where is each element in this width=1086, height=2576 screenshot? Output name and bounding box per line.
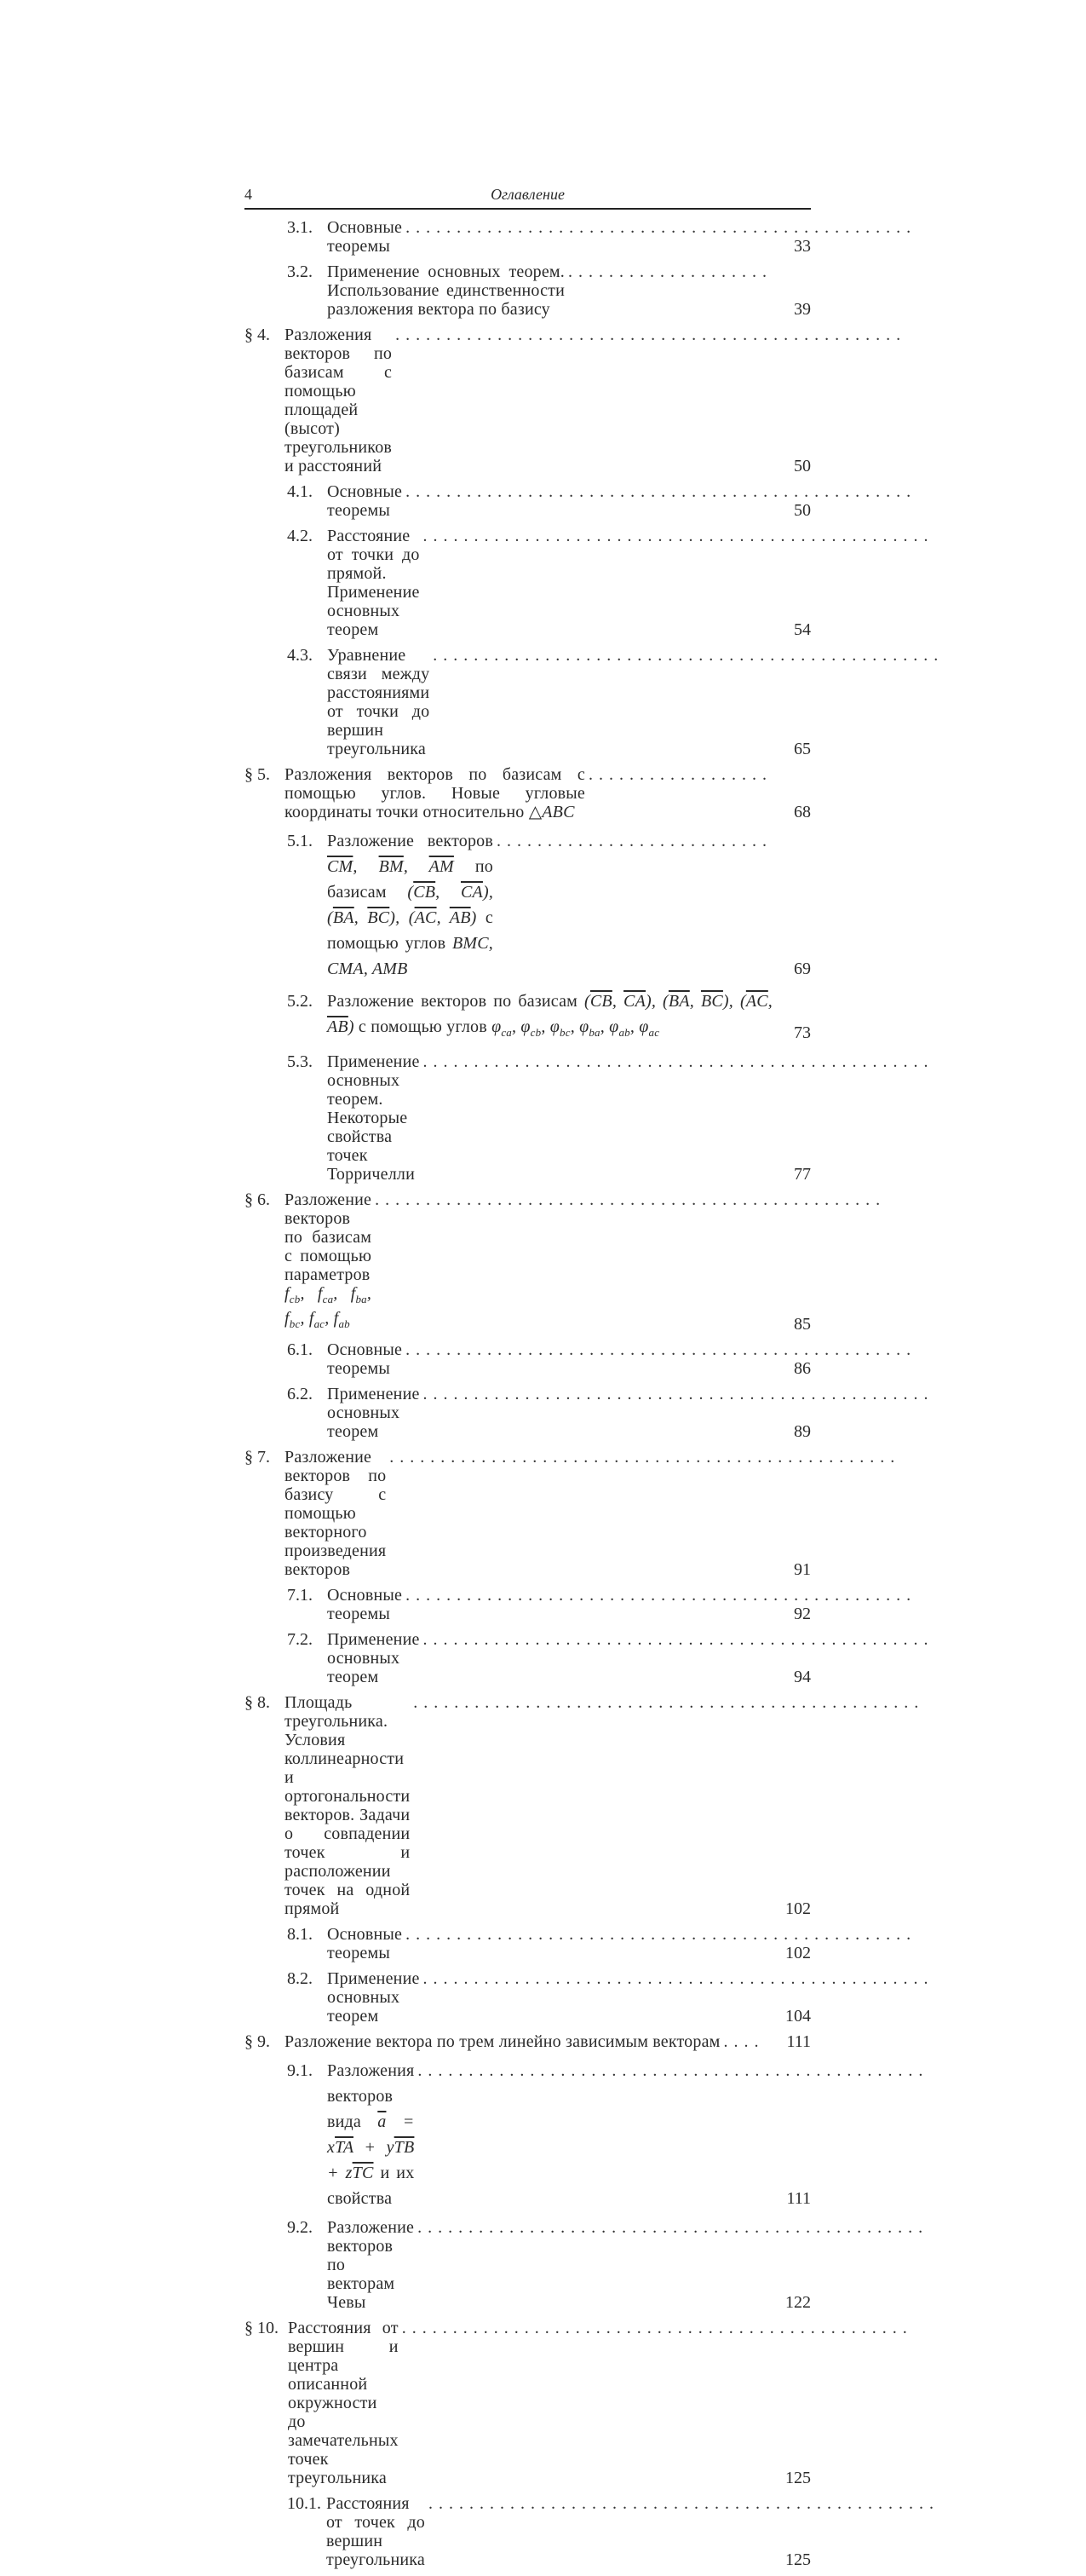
entry-number: § 6. <box>244 1190 270 1209</box>
entry-title: Разложение вектора по трем линейно зависимым векторам <box>284 2032 721 2051</box>
entry-page: 77 <box>794 1165 811 1184</box>
entry-page: 111 <box>786 2189 811 2208</box>
toc-entry[interactable]: § 6. Разложение векторов по базисам с помощью параметров $f_{cb}$, $f_{ca}$, $f_{ba}$, $f_{bc}$, $f_{ac}$, $f_{ab}$ .................................................. 85 <box>244 1190 887 1334</box>
entry-title: Разложение векторов по базисам <box>327 992 578 1011</box>
entry-number: § 5. <box>244 765 270 784</box>
entry-page: 39 <box>794 300 811 319</box>
entry-number: 5.3. <box>287 1052 313 1071</box>
toc-entry[interactable]: 7.2. Применение основных теорем .................................................. 94 <box>287 1630 934 1686</box>
entry-page: 125 <box>785 2469 811 2487</box>
toc-entry[interactable]: 6.1. Основные теоремы .................................................. 86 <box>287 1340 917 1378</box>
entry-title: Площадь треугольника. Условия коллинеарности и ортогональности векторов. Задачи о совпадении точек и расположении точек на одной прямой <box>284 1693 411 1918</box>
entry-title: Основные теоремы <box>327 1340 403 1378</box>
toc-entry[interactable]: 7.1. Основные теоремы .................................................. 92 <box>287 1586 917 1623</box>
entry-title: Разложение векторов по базису с помощью векторного произведения векторов <box>284 1448 387 1579</box>
toc-entry[interactable]: § 4. Разложения векторов по базисам с помощью площадей (высот) треугольников и расстояний .................................................. 50 <box>244 326 907 475</box>
entry-page: 102 <box>785 1899 811 1918</box>
entry-page: 68 <box>794 803 811 821</box>
entry-page: 102 <box>785 1944 811 1962</box>
entry-title: Основные теоремы <box>327 1925 403 1962</box>
entry-title: Расстояния от точек до вершин треугольника <box>326 2494 426 2569</box>
toc-entry[interactable]: § 5. Разложения векторов по базисам с помощью углов. Новые угловые координаты точки относительно △ABC .................. 68 <box>244 765 811 821</box>
page-number: 4 <box>244 186 252 203</box>
entry-number: 3.2. <box>287 262 313 281</box>
entry-number: 6.2. <box>287 1385 313 1403</box>
toc-entry[interactable]: 10.1. Расстояния от точек до вершин треугольника .................................................. 125 <box>287 2494 939 2569</box>
toc-entry[interactable]: 5.1. Разложение векторов $\overline{CM}$, $\overline{BM}$, $\overline{AM}$ по базисам ($\overline{CB}$, $\overline{CA}$), ($\overline{BA}$, $\overline{BC}$), ($\overline{AC}$, $\overline{AB}$) с помощью углов BMC, CMA, AMB ........................... 69 <box>244 828 811 982</box>
toc-entry[interactable]: 4.2. Расстояние от точки до прямой. Применение основных теорем .................................................. 54 <box>287 527 934 639</box>
entry-title: Применение основных теорем <box>327 1630 420 1686</box>
toc-entry[interactable]: 4.3. Уравнение связи между расстояниями от точки до вершин треугольника .................................................. 65 <box>287 646 945 758</box>
entry-page: 65 <box>794 740 811 758</box>
entry-number: 10.1. <box>287 2494 321 2513</box>
entry-number: 9.1. <box>287 2061 313 2080</box>
entry-number: 6.1. <box>287 1340 313 1359</box>
entry-page: 50 <box>794 501 811 520</box>
toc-entry[interactable]: 5.2. Разложение векторов по базисам ($\overline{CB}$, $\overline{CA}$), ($\overline{BA}$, $\overline{BC}$), ($\overline{AC}$, $\overline{AB}$) с помощью углов $\varphi_{ca}$, $\varphi_{cb}$, $\varphi_{bc}$, $\varphi_{ba}$, $\varphi_{ab}$, $\varphi_{ac}$ 73 <box>244 988 811 1046</box>
entry-title: Разложение векторов по векторам Чевы <box>327 2218 415 2312</box>
entry-title: Расстояния от вершин и центра описанной окружности до замечательных точек треугольника <box>288 2319 399 2487</box>
entry-number: 4.2. <box>287 527 313 545</box>
toc-entry[interactable]: § 10. Расстояния от вершин и центра описанной окружности до замечательных точек треугольника .................................................. 125 <box>244 2319 913 2487</box>
toc-entry[interactable]: 9.2. Разложение векторов по векторам Чевы .................................................. 122 <box>287 2218 929 2312</box>
entry-title: Основные теоремы <box>327 218 403 256</box>
entry-number: § 7. <box>244 1448 270 1467</box>
entry-title: Уравнение связи между расстояниями от точки до вершин треугольника <box>327 646 430 758</box>
toc-entry[interactable]: 9.1. Разложения векторов вида $\overline{a} = x\overline{TA} + y\overline{TB} + z\overline{TC}$ и их свойства .................................................. 111 <box>244 2058 811 2211</box>
entry-number: 8.1. <box>287 1925 313 1944</box>
entry-page: 91 <box>794 1560 811 1579</box>
toc-entry[interactable]: 8.1. Основные теоремы .................................................. 102 <box>287 1925 917 1962</box>
entry-title: Применение основных теорем. Некоторые свойства точек Торричелли <box>327 1052 420 1184</box>
entry-title: Разложение векторов по базисам с помощью параметров <box>284 1190 372 1284</box>
toc-entry[interactable]: 6.2. Применение основных теорем .................................................. 89 <box>287 1385 934 1441</box>
entry-page: 85 <box>794 1315 811 1334</box>
toc-entry[interactable]: § 8. Площадь треугольника. Условия коллинеарности и ортогональности векторов. Задачи о совпадении точек и расположении точек на одной прямой .................................................. 102 <box>244 1693 925 1918</box>
entry-page: 86 <box>794 1359 811 1378</box>
toc-entry[interactable]: 4.1. Основные теоремы .................................................. 50 <box>287 482 917 520</box>
entry-number: 4.3. <box>287 646 313 665</box>
toc-entry[interactable]: 8.2. Применение основных теорем .................................................. 104 <box>287 1969 934 2026</box>
entry-title: Разложения векторов вида <box>327 2061 415 2131</box>
entry-number: § 9. <box>244 2032 270 2051</box>
entry-number: 9.2. <box>287 2218 313 2237</box>
entry-title: Разложение векторов <box>327 832 493 850</box>
toc-entry[interactable]: 5.3. Применение основных теорем. Некоторые свойства точек Торричелли .................................................. 77 <box>287 1052 934 1184</box>
entry-page: 73 <box>794 1023 811 1042</box>
entry-page: 125 <box>785 2550 811 2569</box>
toc-entry[interactable]: 3.2. Применение основных теорем. Использование единственности разложения вектора по базису .................... 39 <box>287 262 811 319</box>
entry-number: 8.2. <box>287 1969 313 1988</box>
table-of-contents <box>244 218 945 2576</box>
toc-entry[interactable]: § 7. Разложение векторов по базису с помощью векторного произведения векторов .................................................. 91 <box>244 1448 901 1579</box>
entry-page: 50 <box>794 457 811 475</box>
entry-number: 4.1. <box>287 482 313 501</box>
running-title: Оглавление <box>491 186 565 203</box>
entry-title: Применение основных теорем. Использование единственности разложения вектора по базису <box>327 262 565 319</box>
entry-title: Применение основных теорем <box>327 1969 420 2026</box>
entry-title-part: по базисам <box>327 857 493 902</box>
entry-page: 54 <box>794 620 811 639</box>
entry-number: 7.2. <box>287 1630 313 1649</box>
entry-number: 5.2. <box>287 992 313 1011</box>
toc-entry[interactable]: § 9. Разложение вектора по трем линейно зависимым векторам .... 111 <box>244 2032 811 2051</box>
entry-title-part: с помощью углов <box>327 908 493 953</box>
entry-page: 69 <box>794 960 811 978</box>
toc-entry[interactable]: 3.1. Основные теоремы .................................................. 33 <box>287 218 917 256</box>
entry-number: 5.1. <box>287 832 313 850</box>
entry-title: Применение основных теорем <box>327 1385 420 1441</box>
entry-page: 94 <box>794 1668 811 1686</box>
page-header <box>244 186 811 210</box>
entry-page: 104 <box>785 2007 811 2026</box>
triangle-abc: △ABC <box>528 803 575 821</box>
entry-page: 122 <box>785 2293 811 2312</box>
entry-title: Разложения векторов по базисам с помощью углов. Новые угловые координаты точки относительно <box>284 765 585 821</box>
entry-page: 89 <box>794 1422 811 1441</box>
entry-number: § 10. <box>244 2319 279 2337</box>
entry-title: Основные теоремы <box>327 482 403 520</box>
entry-page: 111 <box>786 2032 811 2051</box>
entry-title: Расстояние от точки до прямой. Применение основных теорем <box>327 527 420 639</box>
entry-number: § 8. <box>244 1693 270 1712</box>
entry-title-part: с помощью углов <box>358 1017 487 1036</box>
entry-number: § 4. <box>244 326 270 344</box>
entry-number: 3.1. <box>287 218 313 237</box>
entry-title: Основные теоремы <box>327 1586 403 1623</box>
entry-title-part: и их свойства <box>327 2164 415 2208</box>
entry-title: Разложения векторов по базисам с помощью площадей (высот) треугольников и расстояний <box>284 326 393 475</box>
entry-number: 7.1. <box>287 1586 313 1605</box>
entry-page: 92 <box>794 1605 811 1623</box>
entry-page: 33 <box>794 237 811 256</box>
